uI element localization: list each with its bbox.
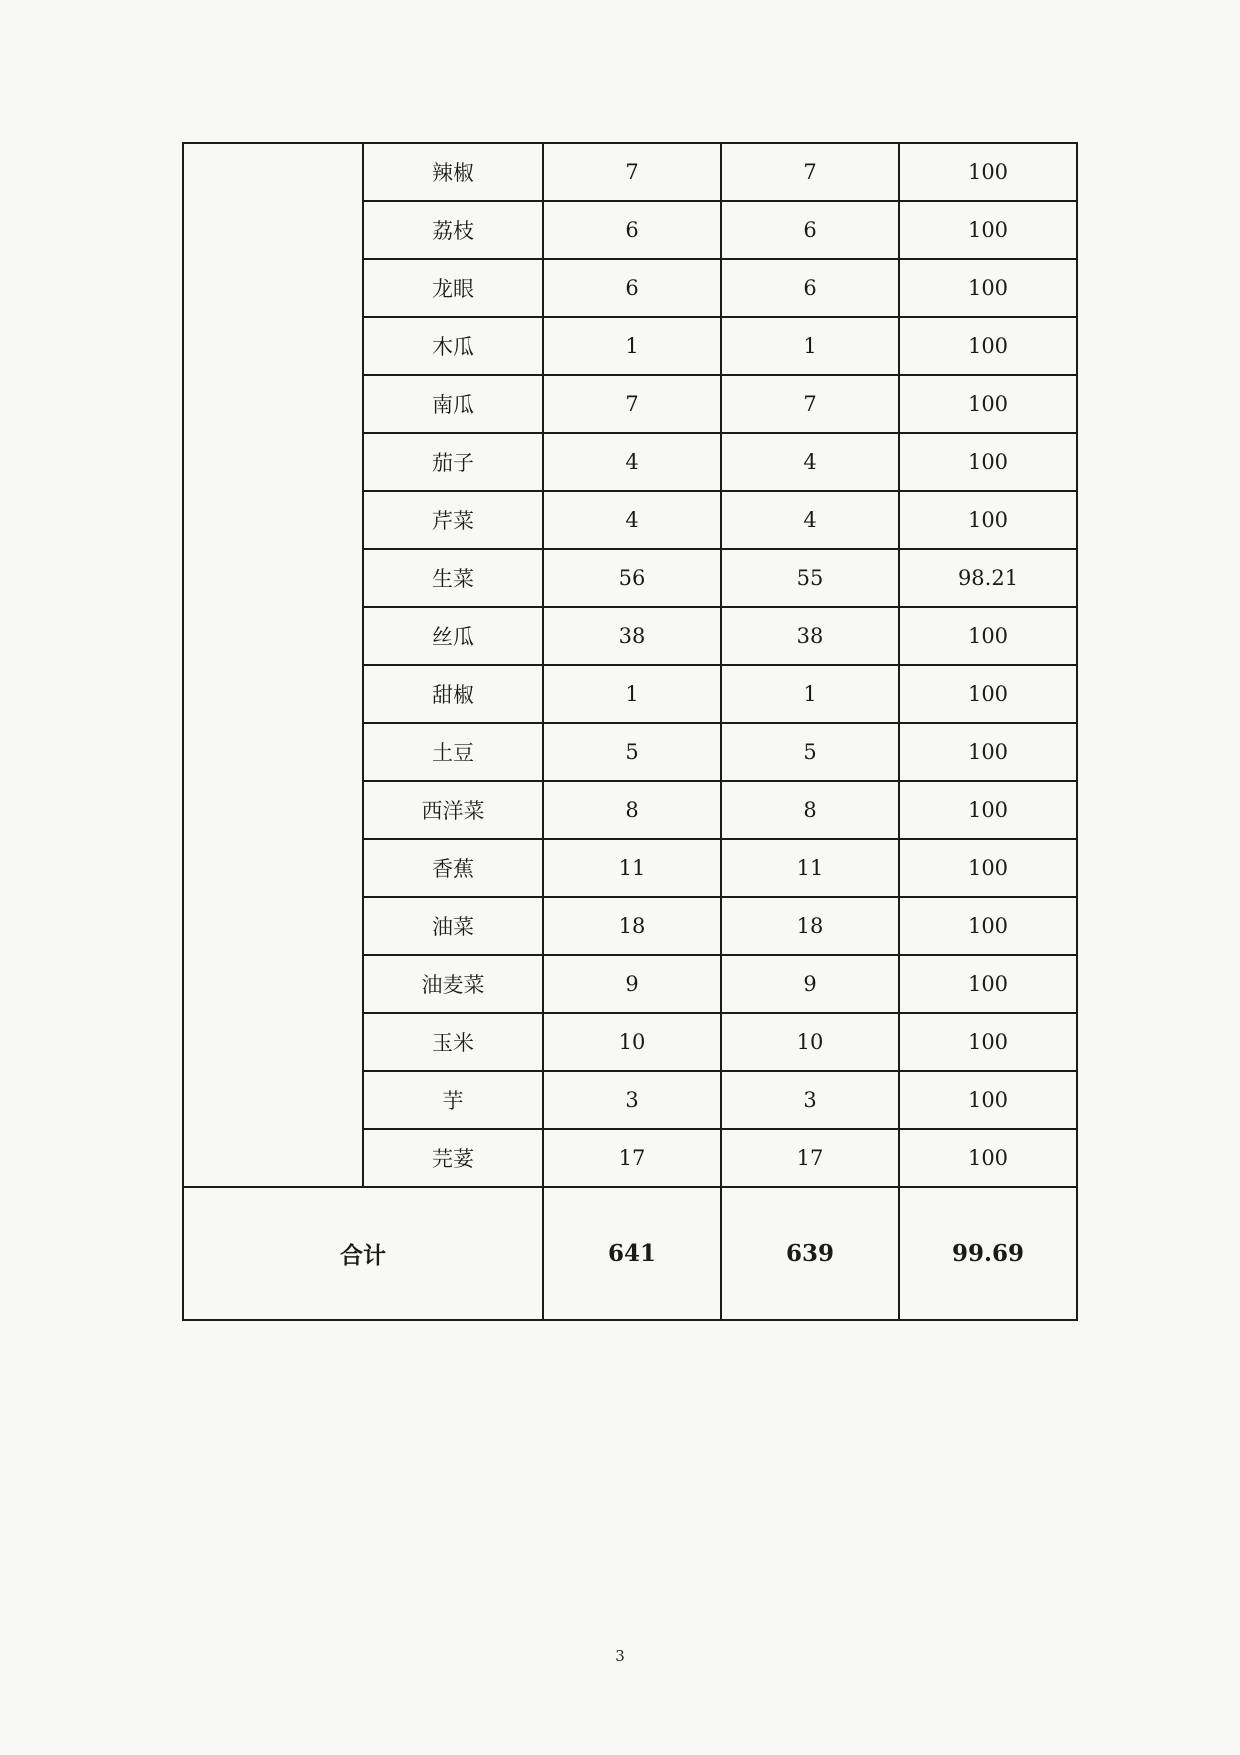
item-name-cell: 丝瓜 [363, 607, 543, 665]
sampled-count-cell: 6 [543, 201, 721, 259]
sampled-count-cell: 3 [543, 1071, 721, 1129]
item-name-cell: 茄子 [363, 433, 543, 491]
pass-rate-cell: 100 [899, 491, 1077, 549]
total-label-cell: 合计 [183, 1187, 543, 1320]
pass-rate-cell: 100 [899, 317, 1077, 375]
qualified-count-cell: 5 [721, 723, 899, 781]
item-name-cell: 香蕉 [363, 839, 543, 897]
qualified-count-cell: 4 [721, 433, 899, 491]
item-name-cell: 南瓜 [363, 375, 543, 433]
item-name-cell: 芋 [363, 1071, 543, 1129]
category-cell [183, 143, 363, 1187]
pass-rate-cell: 100 [899, 143, 1077, 201]
table-body [183, 143, 1077, 1320]
sampled-count-cell: 8 [543, 781, 721, 839]
qualified-count-cell: 3 [721, 1071, 899, 1129]
item-name-cell: 芫荽 [363, 1129, 543, 1187]
qualified-count-cell: 1 [721, 317, 899, 375]
qualified-count-cell: 17 [721, 1129, 899, 1187]
total-row [183, 1187, 1077, 1320]
item-name-cell: 辣椒 [363, 143, 543, 201]
sampled-count-cell: 4 [543, 491, 721, 549]
qualified-count-cell: 6 [721, 259, 899, 317]
pass-rate-cell: 100 [899, 375, 1077, 433]
item-name-cell: 芹菜 [363, 491, 543, 549]
qualified-count-cell: 18 [721, 897, 899, 955]
sampled-count-cell: 4 [543, 433, 721, 491]
qualified-count-cell: 38 [721, 607, 899, 665]
sampled-count-cell: 7 [543, 375, 721, 433]
page-number: 3 [615, 1647, 625, 1665]
total-qualified-cell: 639 [721, 1187, 899, 1320]
qualified-count-cell: 1 [721, 665, 899, 723]
qualified-count-cell: 55 [721, 549, 899, 607]
pass-rate-cell: 98.21 [899, 549, 1077, 607]
pass-rate-cell: 100 [899, 433, 1077, 491]
item-name-cell: 甜椒 [363, 665, 543, 723]
pass-rate-cell: 100 [899, 1071, 1077, 1129]
pass-rate-cell: 100 [899, 1129, 1077, 1187]
results-table [182, 142, 1078, 1321]
sampled-count-cell: 9 [543, 955, 721, 1013]
pass-rate-cell: 100 [899, 955, 1077, 1013]
pass-rate-cell: 100 [899, 839, 1077, 897]
item-name-cell: 荔枝 [363, 201, 543, 259]
qualified-count-cell: 4 [721, 491, 899, 549]
sampled-count-cell: 6 [543, 259, 721, 317]
item-name-cell: 生菜 [363, 549, 543, 607]
pass-rate-cell: 100 [899, 1013, 1077, 1071]
item-name-cell: 土豆 [363, 723, 543, 781]
qualified-count-cell: 7 [721, 143, 899, 201]
qualified-count-cell: 6 [721, 201, 899, 259]
item-name-cell: 西洋菜 [363, 781, 543, 839]
pass-rate-cell: 100 [899, 723, 1077, 781]
sampled-count-cell: 5 [543, 723, 721, 781]
sampled-count-cell: 1 [543, 665, 721, 723]
pass-rate-cell: 100 [899, 201, 1077, 259]
total-rate-cell: 99.69 [899, 1187, 1077, 1320]
qualified-count-cell: 11 [721, 839, 899, 897]
item-name-cell: 油麦菜 [363, 955, 543, 1013]
item-name-cell: 玉米 [363, 1013, 543, 1071]
sampled-count-cell: 38 [543, 607, 721, 665]
qualified-count-cell: 8 [721, 781, 899, 839]
pass-rate-cell: 100 [899, 781, 1077, 839]
sampled-count-cell: 11 [543, 839, 721, 897]
sampled-count-cell: 7 [543, 143, 721, 201]
item-name-cell: 龙眼 [363, 259, 543, 317]
pass-rate-cell: 100 [899, 259, 1077, 317]
table-row [183, 143, 1077, 201]
qualified-count-cell: 10 [721, 1013, 899, 1071]
item-name-cell: 油菜 [363, 897, 543, 955]
sampled-count-cell: 56 [543, 549, 721, 607]
pass-rate-cell: 100 [899, 607, 1077, 665]
pass-rate-cell: 100 [899, 897, 1077, 955]
total-sampled-cell: 641 [543, 1187, 721, 1320]
sampled-count-cell: 10 [543, 1013, 721, 1071]
qualified-count-cell: 7 [721, 375, 899, 433]
qualified-count-cell: 9 [721, 955, 899, 1013]
sampled-count-cell: 18 [543, 897, 721, 955]
item-name-cell: 木瓜 [363, 317, 543, 375]
pass-rate-cell: 100 [899, 665, 1077, 723]
sampled-count-cell: 1 [543, 317, 721, 375]
sampled-count-cell: 17 [543, 1129, 721, 1187]
